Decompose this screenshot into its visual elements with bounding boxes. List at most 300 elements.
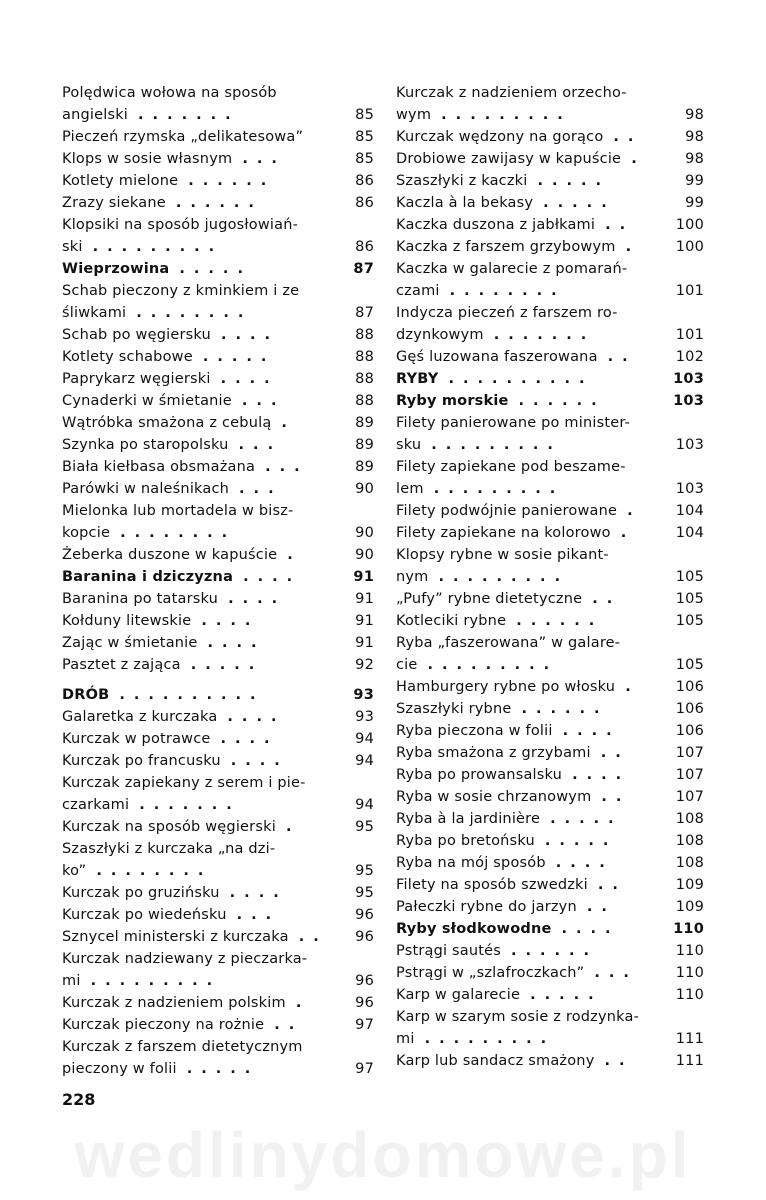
toc-entry [62,434,374,456]
toc-section-heading [396,368,704,390]
toc-entry [62,170,374,192]
entry-page-number: 90 [355,547,374,563]
dot-leader: .... [228,591,287,607]
entry-page-number: 98 [685,107,704,123]
entry-page-number: 110 [673,921,704,937]
entry-page-number: 96 [355,973,374,989]
toc-entry [396,808,704,830]
toc-entry [396,984,704,1006]
entry-title: Pstrągi sautés [396,943,502,959]
entry-title-line: Karp w szarym sosie z rodzynka- [396,1009,640,1025]
entry-page-number: 95 [355,863,374,879]
dot-leader: .. [274,1017,304,1033]
dot-leader: . [631,151,646,167]
entry-page-number: 88 [355,327,374,343]
entry-title: Ryba pieczona w folii [396,723,553,739]
dot-leader: ......... [433,481,565,497]
toc-entry [396,720,704,742]
entry-page-number: 85 [355,107,374,123]
entry-page-number: 108 [675,811,704,827]
dot-leader: .. [607,349,637,365]
dot-leader: .......... [119,687,265,703]
entry-page-number: 92 [355,657,374,673]
toc-entry [396,456,704,500]
toc-entry [396,302,704,346]
entry-title-continuation: ski [62,239,83,255]
entry-page-number: 103 [675,481,704,497]
dot-leader: ....... [493,327,596,343]
dot-leader: .... [243,569,302,585]
toc-entry [396,896,704,918]
entry-title-continuation: ko” [62,863,87,879]
entry-page-number: 89 [355,437,374,453]
toc-entry [396,874,704,896]
entry-title: Kaczla à la bekasy [396,195,534,211]
entry-title: Ryba w sosie chrzanowym [396,789,592,805]
dot-leader: ..... [186,1061,260,1077]
entry-page-number: 107 [675,745,704,761]
toc-entry [396,412,704,456]
entry-page-number: 93 [353,687,374,703]
dot-leader: ......... [441,107,572,123]
toc-entry [396,346,704,368]
entry-page-number: 110 [675,943,704,959]
entry-title: Schab po węgiersku [62,327,211,343]
entry-title: Zając w śmietanie [62,635,198,651]
dot-leader: ...... [188,173,276,189]
dot-leader: . [625,239,641,255]
dot-leader: ...... [511,943,599,959]
toc-entry [396,126,704,148]
dot-leader: . [295,995,311,1011]
entry-page-number: 110 [675,965,704,981]
dot-leader: ... [594,965,638,981]
entry-page-number: 103 [673,371,704,387]
toc-entry [62,280,374,324]
toc-entry [62,926,374,948]
toc-entry [396,148,704,170]
entry-page-number: 91 [355,591,374,607]
dot-leader: .... [230,753,289,769]
entry-page-number: 90 [355,481,374,497]
dot-leader: .. [605,217,635,233]
toc-left-column [62,82,374,1080]
dot-leader: .. [586,899,616,915]
entry-title-continuation: czarkami [62,797,130,813]
toc-entry [62,192,374,214]
dot-leader: .......... [448,371,594,387]
dot-leader: .. [600,745,630,761]
toc-entry [396,588,704,610]
entry-page-number: 101 [675,283,704,299]
toc-entry [62,750,374,772]
dot-leader: . [281,415,296,431]
entry-title-line: Mielonka lub mortadela w bisz- [62,503,294,519]
dot-leader: ...... [175,195,263,211]
entry-page-number: 107 [675,767,704,783]
dot-leader: ........ [449,283,566,299]
dot-leader: ..... [179,261,252,277]
toc-entry [396,632,704,676]
toc-section-heading [62,258,374,280]
entry-page-number: 88 [355,371,374,387]
dot-leader: . [287,547,302,563]
entry-title: Kotlety schabowe [62,349,193,365]
entry-page-number: 108 [675,833,704,849]
entry-page-number: 91 [355,635,374,651]
entry-page-number: 104 [675,525,704,541]
dot-leader: ... [265,459,309,475]
entry-title-line: Klopsiki na sposób jugosłowiań- [62,217,299,233]
entry-page-number: 109 [675,877,704,893]
toc-entry [62,654,374,676]
toc-entry [396,698,704,720]
entry-title: Kaczka duszona z jabłkami [396,217,596,233]
entry-page-number: 88 [355,349,374,365]
dot-leader: . [625,679,640,695]
toc-entry [62,1014,374,1036]
toc-entry [396,82,704,126]
dot-leader: .... [227,709,286,725]
entry-title-line: Indycza pieczeń z farszem ro- [396,305,618,321]
entry-page-number: 98 [685,151,704,167]
entry-page-number: 91 [353,569,374,585]
dot-leader: .... [229,885,288,901]
entry-title-line: Filety panierowane po minister- [396,415,631,431]
toc-entry [62,126,374,148]
dot-leader: ... [236,907,281,923]
entry-title: Cynaderki w śmietanie [62,393,232,409]
entry-title: Wieprzowina [62,261,170,277]
dot-leader: ... [241,393,286,409]
toc-entry [396,610,704,632]
entry-page-number: 102 [675,349,704,365]
toc-section-heading [62,566,374,588]
entry-title: Pałeczki rybne do jarzyn [396,899,577,915]
entry-title-line: Kurczak zapiekany z serem i pie- [62,775,306,791]
toc-entry [62,412,374,434]
dot-leader: ..... [544,833,618,849]
dot-leader: ......... [427,657,559,673]
entry-title: Karp lub sandacz smażony [396,1053,595,1069]
section-gap [62,676,374,684]
entry-title-continuation: cie [396,657,418,673]
entry-title-continuation: angielski [62,107,129,123]
entry-title: Pstrągi w „szlafroczkach” [396,965,585,981]
dot-leader: .... [555,855,614,871]
toc-entry [62,148,374,170]
dot-leader: ........ [120,525,237,541]
entry-page-number: 96 [355,907,374,923]
dot-leader: ........ [136,305,253,321]
dot-leader: ......... [438,569,570,585]
entry-title: Kołduny litewskie [62,613,192,629]
entry-title-continuation: czami [396,283,440,299]
dot-leader: .... [562,723,621,739]
entry-page-number: 86 [355,173,374,189]
dot-leader: .. [592,591,622,607]
entry-title: Kotlety mielone [62,173,179,189]
entry-page-number: 107 [675,789,704,805]
entry-page-number: 97 [355,1017,374,1033]
dot-leader: .... [572,767,631,783]
toc-entry [62,728,374,750]
entry-page-number: 96 [355,929,374,945]
entry-page-number: 97 [355,1061,374,1077]
dot-leader: .. [601,789,631,805]
dot-leader: .. [613,129,643,145]
toc-entry [62,390,374,412]
entry-title: Ryba smażona z grzybami [396,745,591,761]
entry-title: Kurczak po gruzińsku [62,885,220,901]
entry-page-number: 89 [355,415,374,431]
entry-title-continuation: mi [62,973,81,989]
entry-title-continuation: sku [396,437,422,453]
entry-page-number: 89 [355,459,374,475]
dot-leader: ....... [138,107,240,123]
entry-page-number: 106 [675,701,704,717]
dot-leader: ...... [518,393,606,409]
entry-title-line: Schab pieczony z kminkiem i ze [62,283,300,299]
entry-page-number: 106 [675,723,704,739]
toc-entry [62,816,374,838]
entry-title: Ryby słodkowodne [396,921,552,937]
entry-title-continuation: śliwkami [62,305,127,321]
entry-title-continuation: dzynkowym [396,327,484,343]
dot-leader: ......... [92,239,224,255]
toc-entry [396,1006,704,1050]
toc-entry [396,236,704,258]
entry-title: Kurczak wędzony na gorąco [396,129,604,145]
toc-entry [62,544,374,566]
entry-page-number: 109 [675,899,704,915]
dot-leader: .... [220,327,279,343]
dot-leader: ......... [424,1031,556,1047]
toc-entry [62,992,374,1014]
toc-entry [396,852,704,874]
entry-page-number: 99 [685,173,704,189]
toc-entry [62,82,374,126]
entry-title: Parówki w naleśnikach [62,481,230,497]
toc-entry [62,500,374,544]
entry-title: Kurczak po wiedeńsku [62,907,227,923]
toc-entry [62,214,374,258]
dot-leader: ..... [202,349,276,365]
entry-page-number: 105 [675,613,704,629]
toc-entry [62,882,374,904]
entry-title: Wątróbka smażona z cebulą [62,415,272,431]
entry-page-number: 95 [355,819,374,835]
entry-title: Kurczak pieczony na rożnie [62,1017,265,1033]
toc-entry [396,214,704,236]
entry-title: Klops w sosie własnym [62,151,233,167]
toc-entry [62,706,374,728]
entry-page-number: 100 [675,217,704,233]
dot-leader: ..... [543,195,616,211]
dot-leader: .... [207,635,266,651]
entry-page-number: 95 [355,885,374,901]
toc-right-column [396,82,704,1072]
entry-title: Kurczak po francusku [62,753,221,769]
entry-title: Szaszłyki z kaczki [396,173,528,189]
entry-title: Karp w galarecie [396,987,521,1003]
toc-entry [396,940,704,962]
dot-leader: ..... [550,811,623,827]
entry-title: Baranina i dziczyzna [62,569,234,585]
entry-title: Filety zapiekane na kolorowo [396,525,611,541]
dot-leader: .... [220,371,279,387]
dot-leader: ..... [537,173,611,189]
entry-title: Kurczak z nadzieniem polskim [62,995,286,1011]
dot-leader: ........ [96,863,213,879]
entry-title: Ryba po prowansalsku [396,767,563,783]
entry-page-number: 99 [685,195,704,211]
entry-page-number: 104 [675,503,704,519]
toc-entry [62,632,374,654]
dot-leader: .. [604,1053,634,1069]
dot-leader: .... [220,731,279,747]
dot-leader: ......... [90,973,222,989]
entry-title-continuation: mi [396,1031,415,1047]
dot-leader: ... [238,437,283,453]
toc-entry [62,904,374,926]
entry-page-number: 90 [355,525,374,541]
entry-page-number: 94 [355,797,374,813]
entry-title-continuation: pieczony w folii [62,1061,177,1077]
toc-entry [396,258,704,302]
toc-entry [396,764,704,786]
entry-page-number: 106 [675,679,704,695]
entry-page-number: 111 [675,1053,704,1069]
dot-leader: ....... [139,797,241,813]
entry-title: Filety podwójnie panierowane [396,503,618,519]
entry-page-number: 103 [675,437,704,453]
dot-leader: ... [239,481,283,497]
watermark: wedlinydomowe.pl [74,1119,692,1191]
entry-title: Szynka po staropolsku [62,437,229,453]
entry-page-number: 85 [355,151,374,167]
entry-title: Hamburgery rybne po włosku [396,679,616,695]
dot-leader: ...... [516,613,604,629]
entry-title-line: Kaczka w galarecie z pomarań- [396,261,628,277]
entry-title: Kotleciki rybne [396,613,507,629]
entry-page-number: 87 [353,261,374,277]
toc-section-heading [62,684,374,706]
entry-title-line: Kurczak z farszem dietetycznym [62,1039,303,1055]
entry-title-line: Klopsy rybne w sosie pikant- [396,547,609,563]
entry-page-number: 87 [355,305,374,321]
dot-leader: ...... [521,701,609,717]
entry-title: Baranina po tatarsku [62,591,219,607]
entry-page-number: 108 [675,855,704,871]
dot-leader: ..... [190,657,264,673]
entry-title: Filety na sposób szwedzki [396,877,588,893]
dot-leader: ..... [530,987,603,1003]
dot-leader: .... [201,613,260,629]
dot-leader: . [620,525,636,541]
entry-page-number: 110 [675,987,704,1003]
entry-title-continuation: lem [396,481,424,497]
entry-title: Ryba na mój sposób [396,855,546,871]
toc-entry [396,742,704,764]
entry-page-number: 103 [673,393,704,409]
dot-leader: .. [298,929,328,945]
entry-page-number: 105 [675,569,704,585]
dot-leader: ... [242,151,286,167]
entry-page-number: 105 [675,591,704,607]
entry-title: „Pufy” rybne dietetyczne [396,591,583,607]
entry-title-line: Filety zapiekane pod beszame- [396,459,626,475]
entry-title-continuation: wym [396,107,432,123]
toc-entry [62,588,374,610]
entry-title: Zrazy siekane [62,195,166,211]
toc-entry [62,346,374,368]
toc-entry [396,962,704,984]
toc-entry [396,500,704,522]
entry-title: Ryba à la jardinière [396,811,541,827]
toc-entry [396,192,704,214]
toc-entry [62,324,374,346]
entry-title-line: Szaszłyki z kurczaka „na dzi- [62,841,276,857]
entry-title-line: Polędwica wołowa na sposób [62,85,277,101]
entry-title: Szaszłyki rybne [396,701,512,717]
toc-entry [396,1050,704,1072]
entry-title: RYBY [396,371,439,387]
entry-page-number: 105 [675,657,704,673]
toc-entry [396,830,704,852]
toc-entry [62,948,374,992]
entry-title: Żeberka duszone w kapuście [62,547,278,563]
entry-page-number: 94 [355,753,374,769]
dot-leader: . [627,503,642,519]
entry-title: Kurczak w potrawce [62,731,211,747]
entry-title: Sznycel ministerski z kurczaka [62,929,289,945]
entry-title-continuation: nym [396,569,429,585]
entry-title: Paprykarz węgierski [62,371,211,387]
toc-entry [396,786,704,808]
entry-page-number: 85 [355,129,374,145]
toc-entry [62,478,374,500]
entry-title: Ryby morskie [396,393,509,409]
page-number: 228 [62,1090,96,1109]
entry-title: Drobiowe zawijasy w kapuście [396,151,622,167]
toc-entry [396,676,704,698]
toc-entry [396,544,704,588]
dot-leader: . [285,819,301,835]
toc-entry [396,170,704,192]
entry-page-number: 86 [355,195,374,211]
entry-title: Kurczak na sposób węgierski [62,819,276,835]
entry-page-number: 86 [355,239,374,255]
entry-title-line: Kurczak z nadzieniem orzecho- [396,85,627,101]
toc-entry [62,838,374,882]
entry-title-line: Ryba „faszerowana” w galare- [396,635,621,651]
entry-title: Galaretka z kurczaka [62,709,218,725]
toc-entry [62,368,374,390]
entry-title: DRÓB [62,687,110,703]
entry-title: Pasztet z zająca [62,657,181,673]
toc-entry [62,1036,374,1080]
toc-entry [62,772,374,816]
dot-leader: .... [561,921,620,937]
entry-page-number: 101 [675,327,704,343]
entry-title: Ryba po bretońsku [396,833,535,849]
entry-page-number: 111 [675,1031,704,1047]
entry-page-number: 88 [355,393,374,409]
entry-page-number: 94 [355,731,374,747]
toc-section-heading [396,918,704,940]
entry-page-number: 91 [355,613,374,629]
